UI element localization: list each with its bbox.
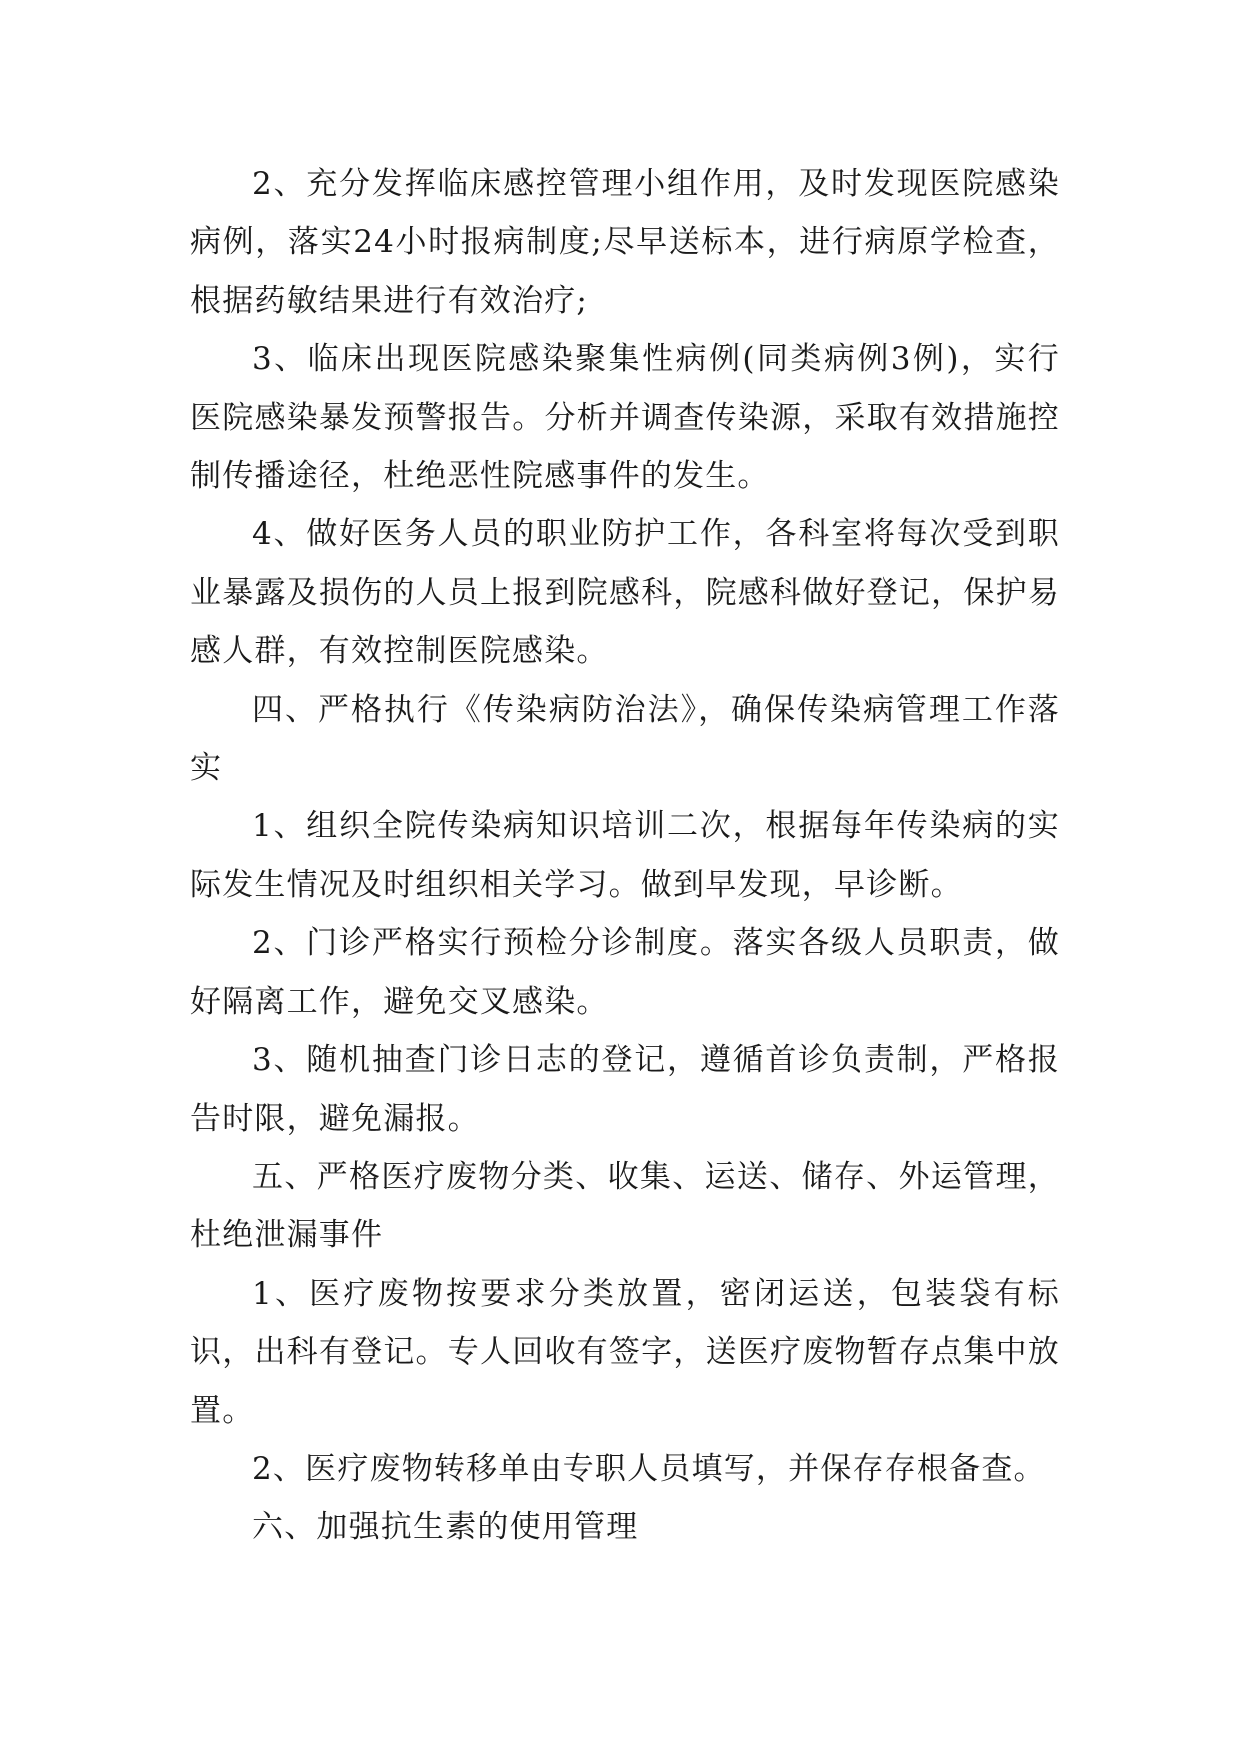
paragraph: 3、随机抽查门诊日志的登记，遵循首诊负责制，严格报告时限，避免漏报。 <box>190 1042 1060 1137</box>
document-body <box>190 155 1060 1557</box>
section-heading: 五、严格医疗废物分类、收集、运送、储存、外运管理，杜绝泄漏事件 <box>190 1158 1060 1254</box>
paragraph: 2、医疗废物转移单由专职人员填写，并保存存根备查。 <box>252 1450 1046 1487</box>
paragraph: 2、充分发挥临床感控管理小组作用，及时发现医院感染病例，落实24小时报病制度;尽早送标本，进行病原学检查，根据药敏结果进行有效治疗; <box>190 166 1060 319</box>
paragraph: 4、做好医务人员的职业防护工作，各科室将每次受到职业暴露及损伤的人员上报到院感科，院感科做好登记，保护易感人群，有效控制医院感染。 <box>190 516 1060 670</box>
paragraph: 2、门诊严格实行预检分诊制度。落实各级人员职责，做好隔离工作，避免交叉感染。 <box>190 925 1060 1020</box>
section-heading: 四、严格执行《传染病防治法》，确保传染病管理工作落实 <box>190 691 1060 787</box>
paragraph: 3、临床出现医院感染聚集性病例(同类病例3例)，实行医院感染暴发预警报告。分析并调查传染源，采取有效措施控制传播途径，杜绝恶性院感事件的发生。 <box>190 341 1060 495</box>
paragraph: 1、组织全院传染病知识培训二次，根据每年传染病的实际发生情况及时组织相关学习。做到早发现，早诊断。 <box>190 808 1060 903</box>
paragraph: 1、医疗废物按要求分类放置，密闭运送，包装袋有标识，出科有登记。专人回收有签字，送医疗废物暂存点集中放置。 <box>190 1275 1060 1429</box>
section-heading: 六、加强抗生素的使用管理 <box>252 1509 639 1546</box>
